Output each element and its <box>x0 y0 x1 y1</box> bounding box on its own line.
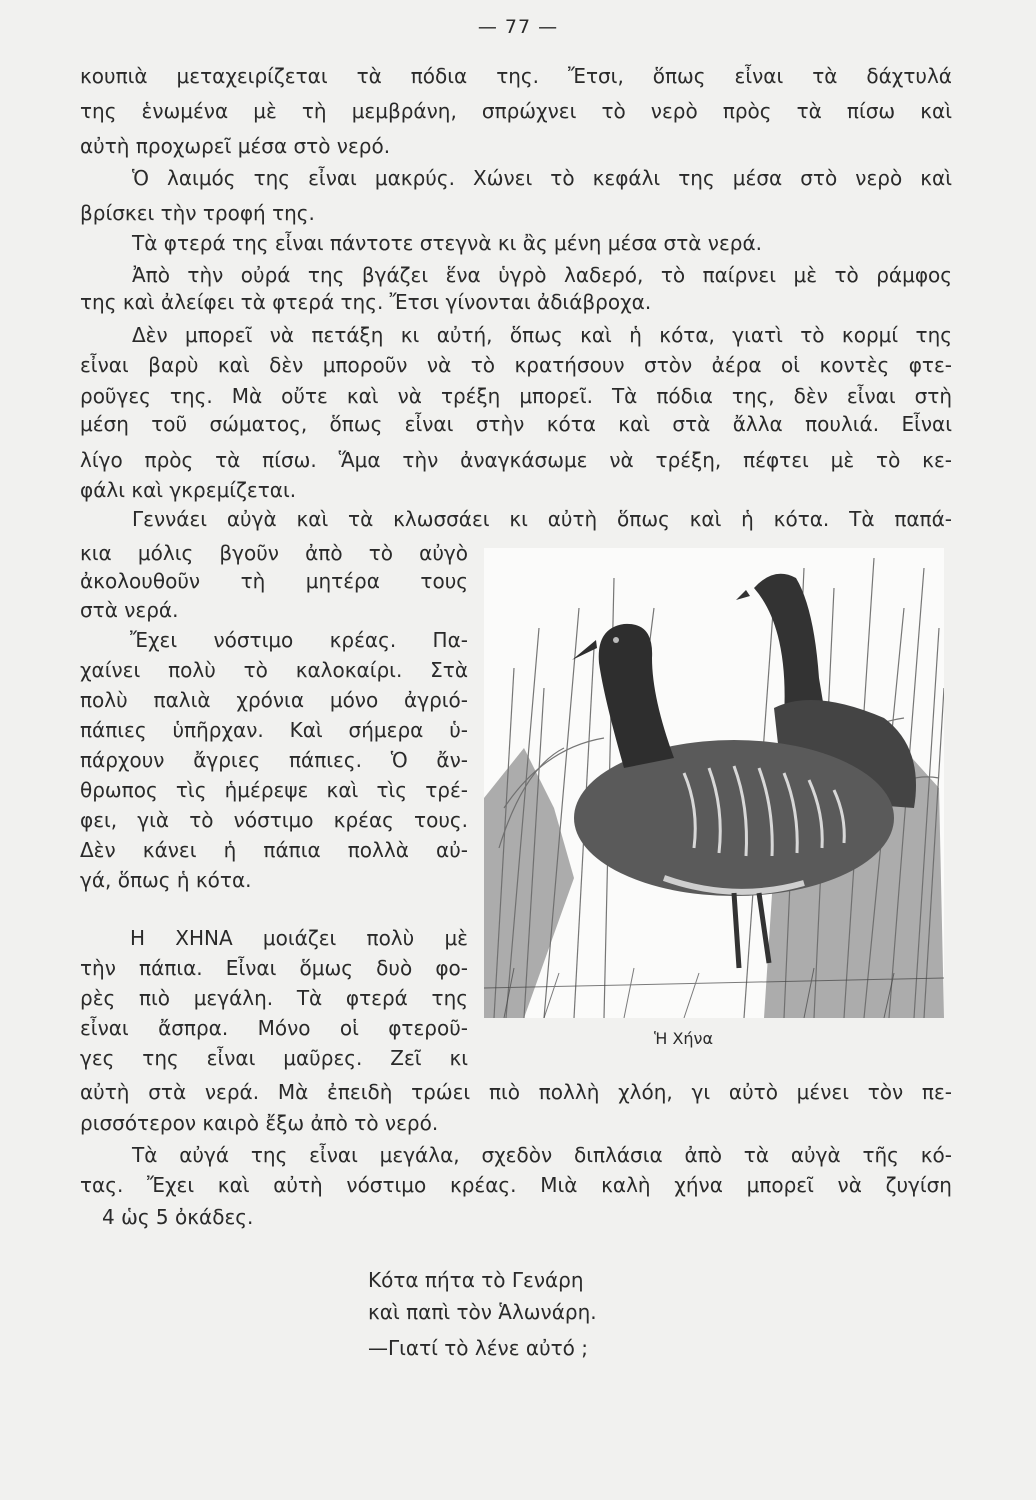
text-line: Δὲν μπορεῖ νὰ πετάξη κι αὐτή, ὅπως καὶ ἡ κότα, γιατὶ τὸ κορμί της <box>132 323 952 347</box>
text-line: ρισσότερον καιρὸ ἔξω ἀπὸ τὸ νερό. <box>80 1111 439 1135</box>
text-line: Ἔχει νόστιμο κρέας. Πα- <box>130 628 468 652</box>
text-line: κουπιὰ μεταχειρίζεται τὰ πόδια της. Ἔτσι, ὅπως εἶναι τὰ δάχτυλά <box>80 64 952 88</box>
text-line: της καὶ ἀλείφει τὰ φτερά της. Ἔτσι γίνονται ἀδιάβροχα. <box>80 290 652 314</box>
text-line: εἶναι ἄσπρα. Μόνο οἱ φτεροῦ- <box>80 1016 468 1040</box>
text-line: πάπιες ὑπῆρχαν. Καὶ σήμερα ὑ- <box>80 718 468 742</box>
text-line: βρίσκει τὴν τροφή της. <box>80 201 315 225</box>
figure-caption: Ἡ Χήνα <box>654 1029 714 1048</box>
poem-line: Κότα πήτα τὸ Γενάρη <box>368 1268 584 1292</box>
text-line: φει, γιὰ τὸ νόστιμο κρέας τους. <box>80 808 468 832</box>
text-line: τὴν πάπια. Εἶναι ὅμως δυὸ φο- <box>80 956 468 980</box>
text-line: μέση τοῦ σώματος, ὅπως εἶναι στὴν κότα καὶ στὰ ἄλλα πουλιά. Εἶναι <box>80 412 952 436</box>
text-line: Τὰ φτερά της εἶναι πάντοτε στεγνὰ κι ἂς μένη μέσα στὰ νερά. <box>132 231 763 255</box>
text-line: ἀκολουθοῦν τὴ μητέρα τους <box>80 569 468 593</box>
text-line: ροῦγες της. Μὰ οὔτε καὶ νὰ τρέξη μπορεῖ. Τὰ πόδια της, δὲν εἶναι στὴ <box>80 384 952 408</box>
text-line: 4 ὡς 5 ὀκάδες. <box>102 1205 254 1229</box>
text-line: Η ΧΗΝΑ μοιάζει πολὺ μὲ <box>130 926 468 950</box>
poem-line: καὶ παπὶ τὸν Ἁλωνάρη. <box>368 1300 597 1324</box>
poem-line: —Γιατί τὸ λένε αὐτό ; <box>368 1336 589 1360</box>
page-number: — 77 — <box>477 16 559 38</box>
text-line: Ὁ λαιμός της εἶναι μακρύς. Χώνει τὸ κεφάλι της μέσα στὸ νερὸ καὶ <box>132 166 952 190</box>
text-line: της ἑνωμένα μὲ τὴ μεμβράνη, σπρώχνει τὸ νερὸ πρὸς τὰ πίσω καὶ <box>80 99 952 123</box>
text-line: πάρχουν ἄγριες πάπιες. Ὁ ἄν- <box>80 748 468 772</box>
text-line: γες της εἶναι μαῦρες. Ζεῖ κι <box>80 1046 468 1070</box>
text-line: Ἀπὸ τὴν οὐρά της βγάζει ἕνα ὑγρὸ λαδερό, τὸ παίρνει μὲ τὸ ράμφος <box>132 263 952 287</box>
text-line: Τὰ αὐγά της εἶναι μεγάλα, σχεδὸν διπλάσια ἀπὸ τὰ αὐγὰ τῆς κό- <box>132 1143 952 1167</box>
text-line: Δὲν κάνει ἡ πάπια πολλὰ αὐ- <box>80 838 468 862</box>
text-line: φάλι καὶ γκρεμίζεται. <box>80 478 297 502</box>
text-line: γά, ὅπως ἡ κότα. <box>80 868 252 892</box>
text-line: χαίνει πολὺ τὸ καλοκαίρι. Στὰ <box>80 658 468 682</box>
text-line: αὐτὴ στὰ νερά. Μὰ ἐπειδὴ τρώει πιὸ πολλὴ χλόη, γι αὐτὸ μένει τὸν πε- <box>80 1080 952 1104</box>
text-line: εἶναι βαρὺ καὶ δὲν μποροῦν νὰ τὸ κρατήσουν στὸν ἀέρα οἱ κοντὲς φτε- <box>80 353 952 377</box>
text-line: Γεννάει αὐγὰ καὶ τὰ κλωσσάει κι αὐτὴ ὅπως καὶ ἡ κότα. Τὰ παπά- <box>132 507 952 531</box>
text-line: τας. Ἔχει καὶ αὐτὴ νόστιμο κρέας. Μιὰ καλὴ χήνα μπορεῖ νὰ ζυγίση <box>80 1173 952 1197</box>
text-line: λίγο πρὸς τὰ πίσω. Ἅμα τὴν ἀναγκάσωμε νὰ τρέξη, πέφτει μὲ τὸ κε- <box>80 448 952 472</box>
text-line: θρωπος τὶς ἡμέρεψε καὶ τὶς τρέ- <box>80 778 468 802</box>
text-line: ρὲς πιὸ μεγάλη. Τὰ φτερά της <box>80 986 468 1010</box>
goose-drawing <box>484 548 944 1018</box>
text-line: στὰ νερά. <box>80 598 179 622</box>
text-line: αὐτὴ προχωρεῖ μέσα στὸ νερό. <box>80 134 391 158</box>
text-line: κια μόλις βγοῦν ἀπὸ τὸ αὐγὸ <box>80 541 468 565</box>
goose-illustration <box>484 548 944 1018</box>
text-line: πολὺ παλιὰ χρόνια μόνο ἀγριό- <box>80 688 468 712</box>
